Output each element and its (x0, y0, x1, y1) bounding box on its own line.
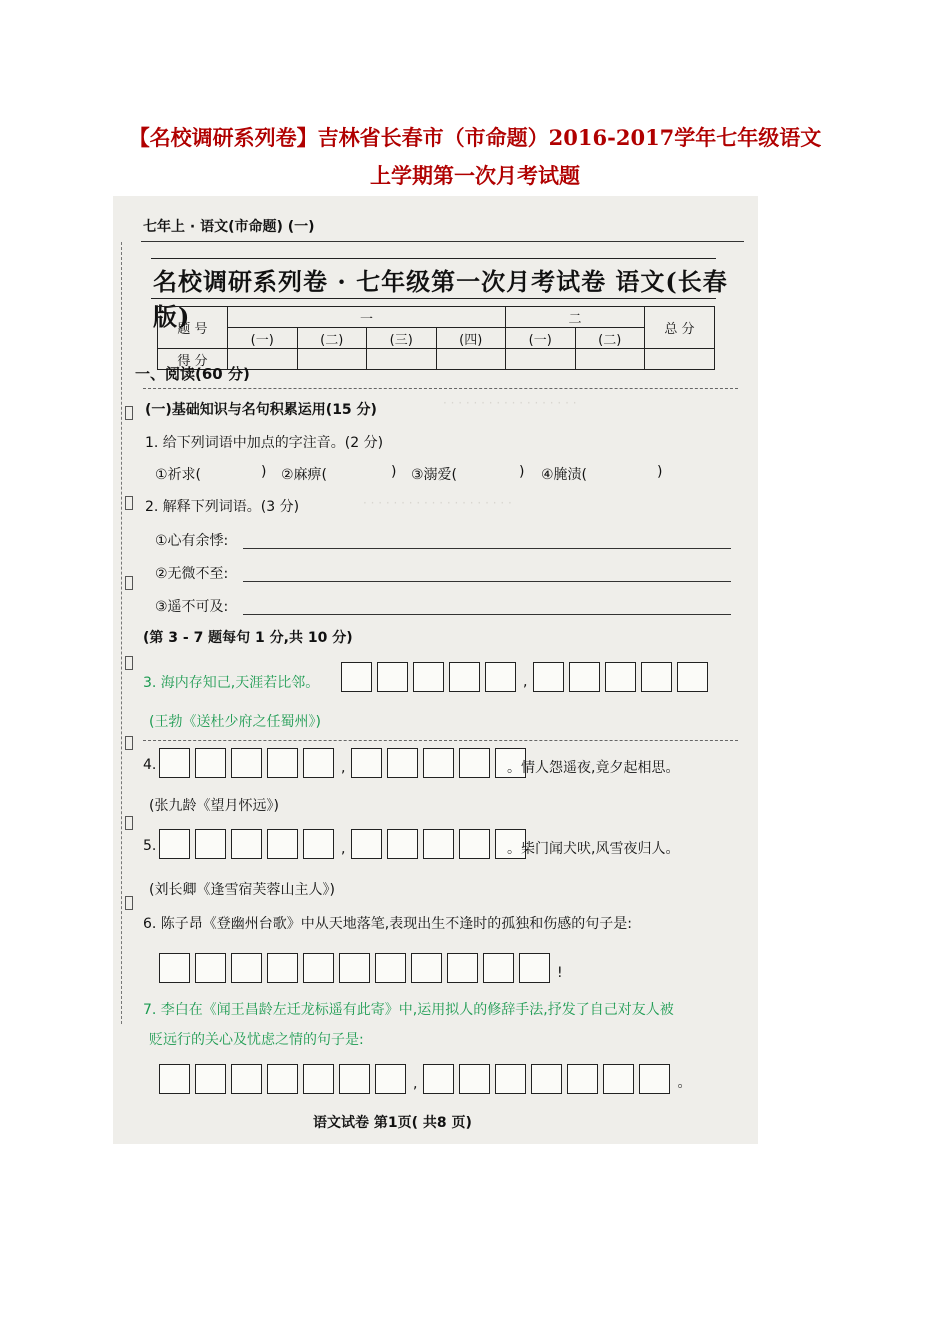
binding-mark (125, 736, 133, 750)
exclamation: ! (557, 965, 563, 981)
header-rule (141, 241, 744, 242)
q2-item-3: ③遥不可及: (155, 599, 229, 615)
q1-item-4: ④腌渍( (541, 467, 588, 483)
q6-answer-boxes (159, 953, 569, 983)
question-2: 2. 解释下列词语。(3 分) (145, 499, 300, 515)
answer-box[interactable] (341, 662, 372, 692)
part-title: (一)基础知识与名句积累运用(15 分) (145, 402, 377, 418)
answer-box[interactable] (195, 748, 226, 778)
answer-box[interactable] (411, 953, 442, 983)
scanned-exam-page (113, 196, 758, 1144)
q5-answer-boxes (159, 829, 531, 859)
answer-box[interactable] (495, 1064, 526, 1094)
section-title: 一、阅读(60 分) (135, 365, 250, 383)
comma: , (341, 841, 346, 857)
answer-box[interactable] (567, 1064, 598, 1094)
answer-box[interactable] (231, 1064, 262, 1094)
score-table-group-1: 一 (228, 307, 506, 328)
binding-mark (125, 816, 133, 830)
answer-box[interactable] (605, 662, 636, 692)
answer-box[interactable] (303, 748, 334, 778)
score-row-label: 得 分 (158, 349, 228, 370)
answer-box[interactable] (603, 1064, 634, 1094)
question-4-text: 。情人怨遥夜,竟夕起相思。 (507, 760, 680, 776)
question-1: 1. 给下列词语中加点的字注音。(2 分) (145, 435, 384, 451)
q1-item-3-close: ) (519, 464, 525, 480)
question-7-line-1: 7. 李白在《闻王昌龄左迁龙标遥有此寄》中,运用拟人的修辞手法,抒发了自己对友人被 (143, 1002, 674, 1018)
answer-box[interactable] (423, 829, 454, 859)
binding-mark (125, 496, 133, 510)
question-5-text: 。柴门闻犬吠,风雪夜归人。 (507, 841, 680, 857)
score-cell[interactable] (367, 349, 437, 370)
answer-box[interactable] (195, 829, 226, 859)
q3-source: (王勃《送杜少府之任蜀州》) (149, 714, 321, 730)
q2-item-2: ②无微不至: (155, 566, 229, 582)
score-table-group-2: 二 (506, 307, 645, 328)
q1-item-1: ①祈求( (155, 467, 202, 483)
answer-box[interactable] (485, 662, 516, 692)
q2-item-1: ①心有余悸: (155, 533, 229, 549)
answer-box[interactable] (375, 953, 406, 983)
q1-item-2-close: ) (391, 464, 397, 480)
bleed-through: · · · · · · · · · · · · · · · · · · · · (363, 496, 512, 510)
score-cell[interactable] (645, 349, 715, 370)
score-table (157, 306, 715, 370)
section-divider (143, 388, 738, 389)
comma: , (413, 1076, 418, 1092)
title-rule-bottom (151, 298, 716, 299)
answer-box[interactable] (351, 748, 382, 778)
question-7-line-2: 贬远行的关心及忧虑之情的句子是: (149, 1032, 364, 1048)
document-title-line-2: 上学期第一次月考试题 (370, 163, 580, 188)
score-cell[interactable] (506, 349, 576, 370)
question-4-number: 4. (143, 757, 157, 773)
answer-box[interactable] (267, 1064, 298, 1094)
page-footer: 语文试卷 第1页( 共8 页) (313, 1115, 472, 1131)
answer-line[interactable] (243, 581, 731, 582)
answer-box[interactable] (303, 1064, 334, 1094)
answer-box[interactable] (339, 953, 370, 983)
answer-box[interactable] (387, 748, 418, 778)
binding-mark (125, 406, 133, 420)
answer-box[interactable] (423, 1064, 454, 1094)
answer-box[interactable] (159, 1064, 190, 1094)
binding-mark (125, 896, 133, 910)
question-5-number: 5. (143, 838, 157, 854)
binding-mark (125, 656, 133, 670)
divider (143, 740, 738, 741)
answer-box[interactable] (639, 1064, 670, 1094)
answer-box[interactable] (231, 829, 262, 859)
q1-item-1-close: ) (261, 464, 267, 480)
answer-box[interactable] (351, 829, 382, 859)
answer-box[interactable] (195, 953, 226, 983)
score-table-label: 题 号 (158, 307, 228, 349)
period: 。 (677, 1075, 692, 1091)
answer-box[interactable] (483, 953, 514, 983)
answer-box[interactable] (231, 748, 262, 778)
answer-line[interactable] (243, 614, 731, 615)
q4-source: (张九龄《望月怀远》) (149, 798, 279, 814)
answer-box[interactable] (377, 662, 408, 692)
answer-box[interactable] (533, 662, 564, 692)
answer-box[interactable] (387, 829, 418, 859)
comma: , (341, 760, 346, 776)
exam-title: 名校调研系列卷 · 七年级第一次月考试卷 语文(长春版) (153, 267, 728, 331)
q1-item-2: ②麻痹( (281, 467, 328, 483)
score-table-total: 总 分 (645, 307, 715, 349)
answer-box[interactable] (339, 1064, 370, 1094)
answer-box[interactable] (303, 829, 334, 859)
answer-box[interactable] (447, 953, 478, 983)
scoring-note: (第 3 - 7 题每句 1 分,共 10 分) (143, 630, 353, 646)
q3-answer-boxes (341, 662, 713, 692)
answer-box[interactable] (677, 662, 708, 692)
answer-box[interactable] (267, 829, 298, 859)
answer-box[interactable] (375, 1064, 406, 1094)
answer-box[interactable] (459, 829, 490, 859)
answer-box[interactable] (267, 748, 298, 778)
answer-box[interactable] (413, 662, 444, 692)
answer-line[interactable] (243, 548, 731, 549)
q1-item-3: ③溺爱( (411, 467, 458, 483)
answer-box[interactable] (159, 953, 190, 983)
score-cell[interactable] (297, 349, 367, 370)
title-rule-top (151, 258, 716, 259)
score-table-sub: (四) (436, 328, 506, 349)
question-3: 3. 海内存知己,天涯若比邻。 (143, 675, 320, 691)
score-cell[interactable] (436, 349, 506, 370)
comma: , (523, 674, 528, 690)
answer-box[interactable] (531, 1064, 562, 1094)
answer-box[interactable] (159, 829, 190, 859)
score-table-sub: (二) (575, 328, 645, 349)
score-table-sub: (二) (297, 328, 367, 349)
answer-box[interactable] (423, 748, 454, 778)
answer-box[interactable] (449, 662, 480, 692)
answer-box[interactable] (303, 953, 334, 983)
answer-box[interactable] (459, 748, 490, 778)
binding-mark (125, 576, 133, 590)
question-6: 6. 陈子昂《登幽州台歌》中从天地落笔,表现出生不逢时的孤独和伤感的句子是: (143, 916, 632, 932)
answer-box[interactable] (159, 748, 190, 778)
score-cell[interactable] (575, 349, 645, 370)
score-table-sub: (三) (367, 328, 437, 349)
answer-box[interactable] (267, 953, 298, 983)
score-table-sub: (一) (228, 328, 298, 349)
q4-answer-boxes (159, 748, 531, 778)
q7-answer-boxes (159, 1064, 697, 1094)
answer-box[interactable] (519, 953, 550, 983)
answer-box[interactable] (569, 662, 600, 692)
q1-item-4-close: ) (657, 464, 663, 480)
binding-line (121, 242, 122, 1024)
bleed-through: · · · · · · · · · · · · · · · · · · (443, 396, 577, 410)
document-title-line-1: 【名校调研系列卷】吉林省长春市（市命题）2016-2017学年七年级语文 (128, 125, 822, 150)
q5-source: (刘长卿《逢雪宿芙蓉山主人》) (149, 882, 335, 898)
answer-box[interactable] (195, 1064, 226, 1094)
answer-box[interactable] (231, 953, 262, 983)
answer-box[interactable] (459, 1064, 490, 1094)
score-table-sub: (一) (506, 328, 576, 349)
page-header: 七年上 · 语文(市命题) (一) (143, 219, 315, 235)
answer-box[interactable] (641, 662, 672, 692)
